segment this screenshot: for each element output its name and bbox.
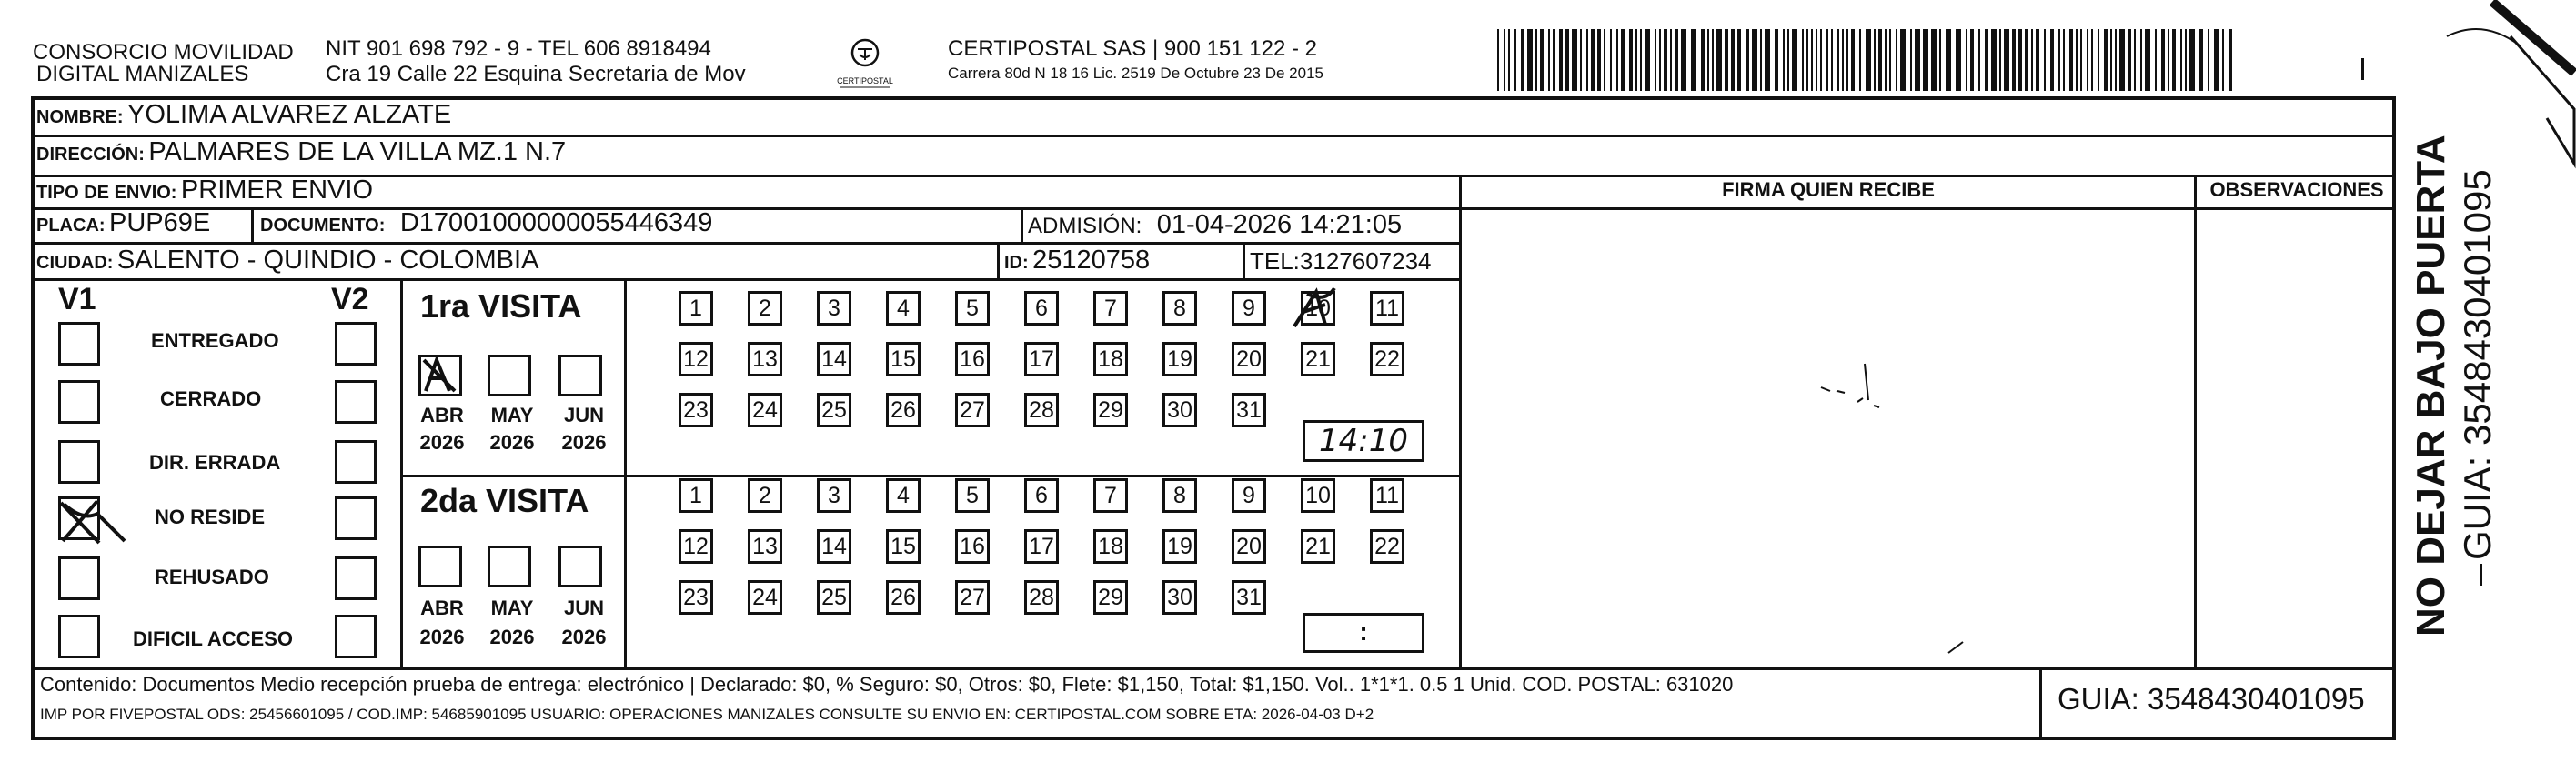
visit2-day-4[interactable]: 4 [886, 478, 921, 513]
visit2-year-may: 2026 [489, 626, 535, 648]
nombre-value: YOLIMA ALVAREZ ALZATE [127, 100, 452, 129]
row-divider [31, 242, 1461, 245]
row-divider [31, 175, 2396, 177]
visit1-day-7[interactable]: 7 [1093, 291, 1128, 326]
visit2-day-25[interactable]: 25 [817, 580, 851, 615]
visit1-month-jun-checkbox[interactable] [558, 355, 602, 396]
visit1-day-2[interactable]: 2 [748, 291, 782, 326]
visit2-day-27[interactable]: 27 [955, 580, 990, 615]
v2-header: V2 [331, 282, 369, 316]
visit2-day-21[interactable]: 21 [1301, 529, 1335, 564]
direccion-label: DIRECCIÓN: [36, 145, 145, 165]
company-name-line1: CONSORCIO MOVILIDAD [33, 40, 294, 65]
v2-checkbox-no-reside[interactable] [335, 496, 377, 540]
visit2-day-30[interactable]: 30 [1162, 580, 1197, 615]
side-title: NO DEJAR BAJO PUERTA [2409, 135, 2453, 637]
visit2-day-6[interactable]: 6 [1024, 478, 1059, 513]
placa-label: PLACA: [36, 216, 106, 236]
cell-divider [1021, 207, 1023, 244]
visit2-day-13[interactable]: 13 [748, 529, 782, 564]
visit2-day-17[interactable]: 17 [1024, 529, 1059, 564]
side-tick [2480, 564, 2482, 586]
v2-checkbox-dificil-acceso[interactable] [335, 615, 377, 658]
footer-contenido: Contenido: Documentos Medio recepción prueba de entrega: electrónico | Declarado: $0, % Seguro: $0, Otros: $0, Flete: $1,150, Total: $1,150. Vol.. 1*1*1. 0.5 1 Unid. COD. POSTAL: 631020 [40, 673, 1734, 696]
visit1-day-15[interactable]: 15 [886, 342, 921, 376]
barcode-image [1497, 29, 2234, 91]
visit2-day-9[interactable]: 9 [1232, 478, 1266, 513]
visit1-day-10[interactable]: 10 [1301, 291, 1335, 326]
ciudad-value: SALENTO - QUINDIO - COLOMBIA [116, 246, 539, 275]
visit1-year-abr: 2026 [419, 431, 465, 454]
visit2-day-23[interactable]: 23 [679, 580, 713, 615]
visit1-day-13[interactable]: 13 [748, 342, 782, 376]
tel-value: 3127607234 [1299, 247, 1432, 275]
visit1-month-may-checkbox[interactable] [488, 355, 531, 396]
visit2-day-31[interactable]: 31 [1232, 580, 1266, 615]
visit1-day-31[interactable]: 31 [1232, 393, 1266, 427]
checkmark-icon [57, 496, 121, 546]
visit1-day-17[interactable]: 17 [1024, 342, 1059, 376]
cell-divider [1243, 242, 1245, 278]
placa-value: PUP69E [109, 208, 211, 237]
row-divider [31, 278, 1461, 281]
visit2-day-1[interactable]: 1 [679, 478, 713, 513]
visit2-time[interactable]: : [1303, 613, 1424, 653]
visit1-day-20[interactable]: 20 [1232, 342, 1266, 376]
company-address: Cra 19 Calle 22 Esquina Secretaria de Mov [326, 62, 746, 86]
tipo-envio-label: TIPO DE ENVIO: [36, 183, 177, 203]
visit1-month-abr: ABR [420, 404, 464, 426]
visit1-day-1[interactable]: 1 [679, 291, 713, 326]
admision-value: 01-04-2026 14:21:05 [1156, 210, 1403, 239]
status-entregado: ENTREGADO [151, 329, 279, 352]
visit1-day-23[interactable]: 23 [679, 393, 713, 427]
id-value: 25120758 [1032, 246, 1151, 275]
nombre-label: NOMBRE: [36, 107, 124, 127]
v2-checkbox-dir-errada[interactable] [335, 440, 377, 484]
certipostal-logo [830, 33, 901, 91]
cell-divider [251, 207, 254, 244]
visit2-month-abr-checkbox[interactable] [418, 546, 462, 587]
visit1-day-9[interactable]: 9 [1232, 291, 1266, 326]
visit1-day-26[interactable]: 26 [886, 393, 921, 427]
visit1-day-21[interactable]: 21 [1301, 342, 1335, 376]
tel-label: TEL: [1250, 247, 1300, 275]
visit2-month-jun: JUN [563, 597, 604, 619]
status-divider [400, 278, 403, 667]
visit1-day-5[interactable]: 5 [955, 291, 990, 326]
visit2-day-7[interactable]: 7 [1093, 478, 1128, 513]
visit1-month-may: MAY [490, 404, 534, 426]
barcode-tick [2361, 58, 2364, 80]
footer-divider [2039, 667, 2042, 740]
visit1-day-25[interactable]: 25 [817, 393, 851, 427]
visit2-day-26[interactable]: 26 [886, 580, 921, 615]
visit2-year-abr: 2026 [419, 626, 465, 648]
visit2-day-19[interactable]: 19 [1162, 529, 1197, 564]
visit1-day-16[interactable]: 16 [955, 342, 990, 376]
admision-label: ADMISIÓN: [1028, 214, 1142, 238]
v1-header: V1 [58, 282, 96, 316]
visit2-day-5[interactable]: 5 [955, 478, 990, 513]
visit1-day-29[interactable]: 29 [1093, 393, 1128, 427]
observaciones-header: OBSERVACIONES [2209, 178, 2384, 201]
visit1-day-4[interactable]: 4 [886, 291, 921, 326]
visit2-month-may-checkbox[interactable] [488, 546, 531, 587]
visit2-day-10[interactable]: 10 [1301, 478, 1335, 513]
visit1-day-24[interactable]: 24 [748, 393, 782, 427]
checkmark-icon [1289, 285, 1353, 336]
carrier-name: CERTIPOSTAL SAS | 900 151 122 - 2 [948, 36, 1317, 61]
visit1-month-jun: JUN [563, 404, 604, 426]
visit1-day-12[interactable]: 12 [679, 342, 713, 376]
visit2-day-20[interactable]: 20 [1232, 529, 1266, 564]
direccion-value: PALMARES DE LA VILLA MZ.1 N.7 [148, 137, 567, 166]
v1-checkbox-cerrado[interactable] [58, 380, 100, 424]
signature-mark [1810, 355, 1919, 427]
visit2-month-may: MAY [490, 597, 534, 619]
visit2-day-11[interactable]: 11 [1370, 478, 1404, 513]
visit1-day-28[interactable]: 28 [1024, 393, 1059, 427]
status-dir-errada: DIR. ERRADA [149, 451, 281, 474]
status-rehusado: REHUSADO [155, 566, 269, 588]
signature-mark [1945, 637, 1972, 658]
visit2-day-12[interactable]: 12 [679, 529, 713, 564]
visit2-day-29[interactable]: 29 [1093, 580, 1128, 615]
firma-header: FIRMA QUIEN RECIBE [1722, 178, 1935, 201]
v1-checkbox-dir-errada[interactable] [58, 440, 100, 484]
tipo-envio-value: PRIMER ENVIO [180, 175, 374, 205]
v1-checkbox-no-reside[interactable] [58, 496, 100, 540]
visit2-day-14[interactable]: 14 [817, 529, 851, 564]
footer-imp: IMP POR FIVEPOSTAL ODS: 25456601095 / COD.IMP: 54685901095 USUARIO: OPERACIONES MANIZALES CONSULTE SU ENVIO EN: CERTIPOSTAL.COM SOBRE ETA: 2026-04-03 D+2 [40, 706, 1374, 723]
visit2-month-abr: ABR [420, 597, 464, 619]
checkmark-icon [418, 355, 462, 396]
visit2-day-2[interactable]: 2 [748, 478, 782, 513]
visit1-month-abr-checkbox[interactable] [418, 355, 462, 396]
v1-checkbox-rehusado[interactable] [58, 556, 100, 600]
visit1-title: 1ra VISITA [420, 287, 582, 325]
visit2-year-jun: 2026 [561, 626, 607, 648]
footer-guia: GUIA: 3548430401095 [2058, 682, 2365, 716]
status-cerrado: CERRADO [160, 387, 262, 410]
carrier-license: Carrera 80d N 18 16 Lic. 2519 De Octubre 23 De 2015 [948, 65, 1323, 82]
v2-checkbox-entregado[interactable] [335, 322, 377, 366]
visit1-day-22[interactable]: 22 [1370, 342, 1404, 376]
visit2-day-16[interactable]: 16 [955, 529, 990, 564]
visit2-day-24[interactable]: 24 [748, 580, 782, 615]
id-label: ID: [1004, 253, 1029, 273]
visit1-day-8[interactable]: 8 [1162, 291, 1197, 326]
visit2-day-8[interactable]: 8 [1162, 478, 1197, 513]
visit1-year-jun: 2026 [561, 431, 607, 454]
visit2-day-22[interactable]: 22 [1370, 529, 1404, 564]
documento-value: D17001000000055446349 [399, 208, 713, 237]
visit1-day-19[interactable]: 19 [1162, 342, 1197, 376]
visit1-year-may: 2026 [489, 431, 535, 454]
v1-checkbox-dificil-acceso[interactable] [58, 615, 100, 658]
visit2-day-3[interactable]: 3 [817, 478, 851, 513]
visit1-day-27[interactable]: 27 [955, 393, 990, 427]
ciudad-label: CIUDAD: [36, 253, 114, 273]
visit1-day-18[interactable]: 18 [1093, 342, 1128, 376]
company-nit: NIT 901 698 792 - 9 - TEL 606 8918494 [326, 36, 711, 61]
visit1-day-3[interactable]: 3 [817, 291, 851, 326]
status-no-reside: NO RESIDE [155, 506, 266, 528]
visit2-month-jun-checkbox[interactable] [558, 546, 602, 587]
visit1-day-30[interactable]: 30 [1162, 393, 1197, 427]
v1-checkbox-entregado[interactable] [58, 322, 100, 366]
visit2-day-15[interactable]: 15 [886, 529, 921, 564]
visit2-day-28[interactable]: 28 [1024, 580, 1059, 615]
side-guia: GUIA: 3548430401095 [2456, 169, 2499, 560]
visit1-day-14[interactable]: 14 [817, 342, 851, 376]
status-dificil-acceso: DIFICIL ACCESO [133, 627, 294, 650]
visit-divider [400, 475, 1461, 477]
visit1-day-11[interactable]: 11 [1370, 291, 1404, 326]
cell-divider [997, 242, 1000, 278]
visit2-day-18[interactable]: 18 [1093, 529, 1128, 564]
col-divider-firma [1459, 175, 1462, 667]
company-name-line2: DIGITAL MANIZALES [36, 62, 249, 86]
v2-checkbox-rehusado[interactable] [335, 556, 377, 600]
documento-label: DOCUMENTO: [260, 216, 386, 236]
visit1-day-6[interactable]: 6 [1024, 291, 1059, 326]
row-divider [1461, 207, 2396, 210]
logo-text: CERTIPOSTAL [837, 76, 893, 85]
visit1-time[interactable]: 14:10 [1303, 420, 1424, 462]
months-divider [624, 278, 627, 667]
col-divider-obs [2194, 175, 2197, 667]
visit2-title: 2da VISITA [420, 482, 589, 519]
v2-checkbox-cerrado[interactable] [335, 380, 377, 424]
